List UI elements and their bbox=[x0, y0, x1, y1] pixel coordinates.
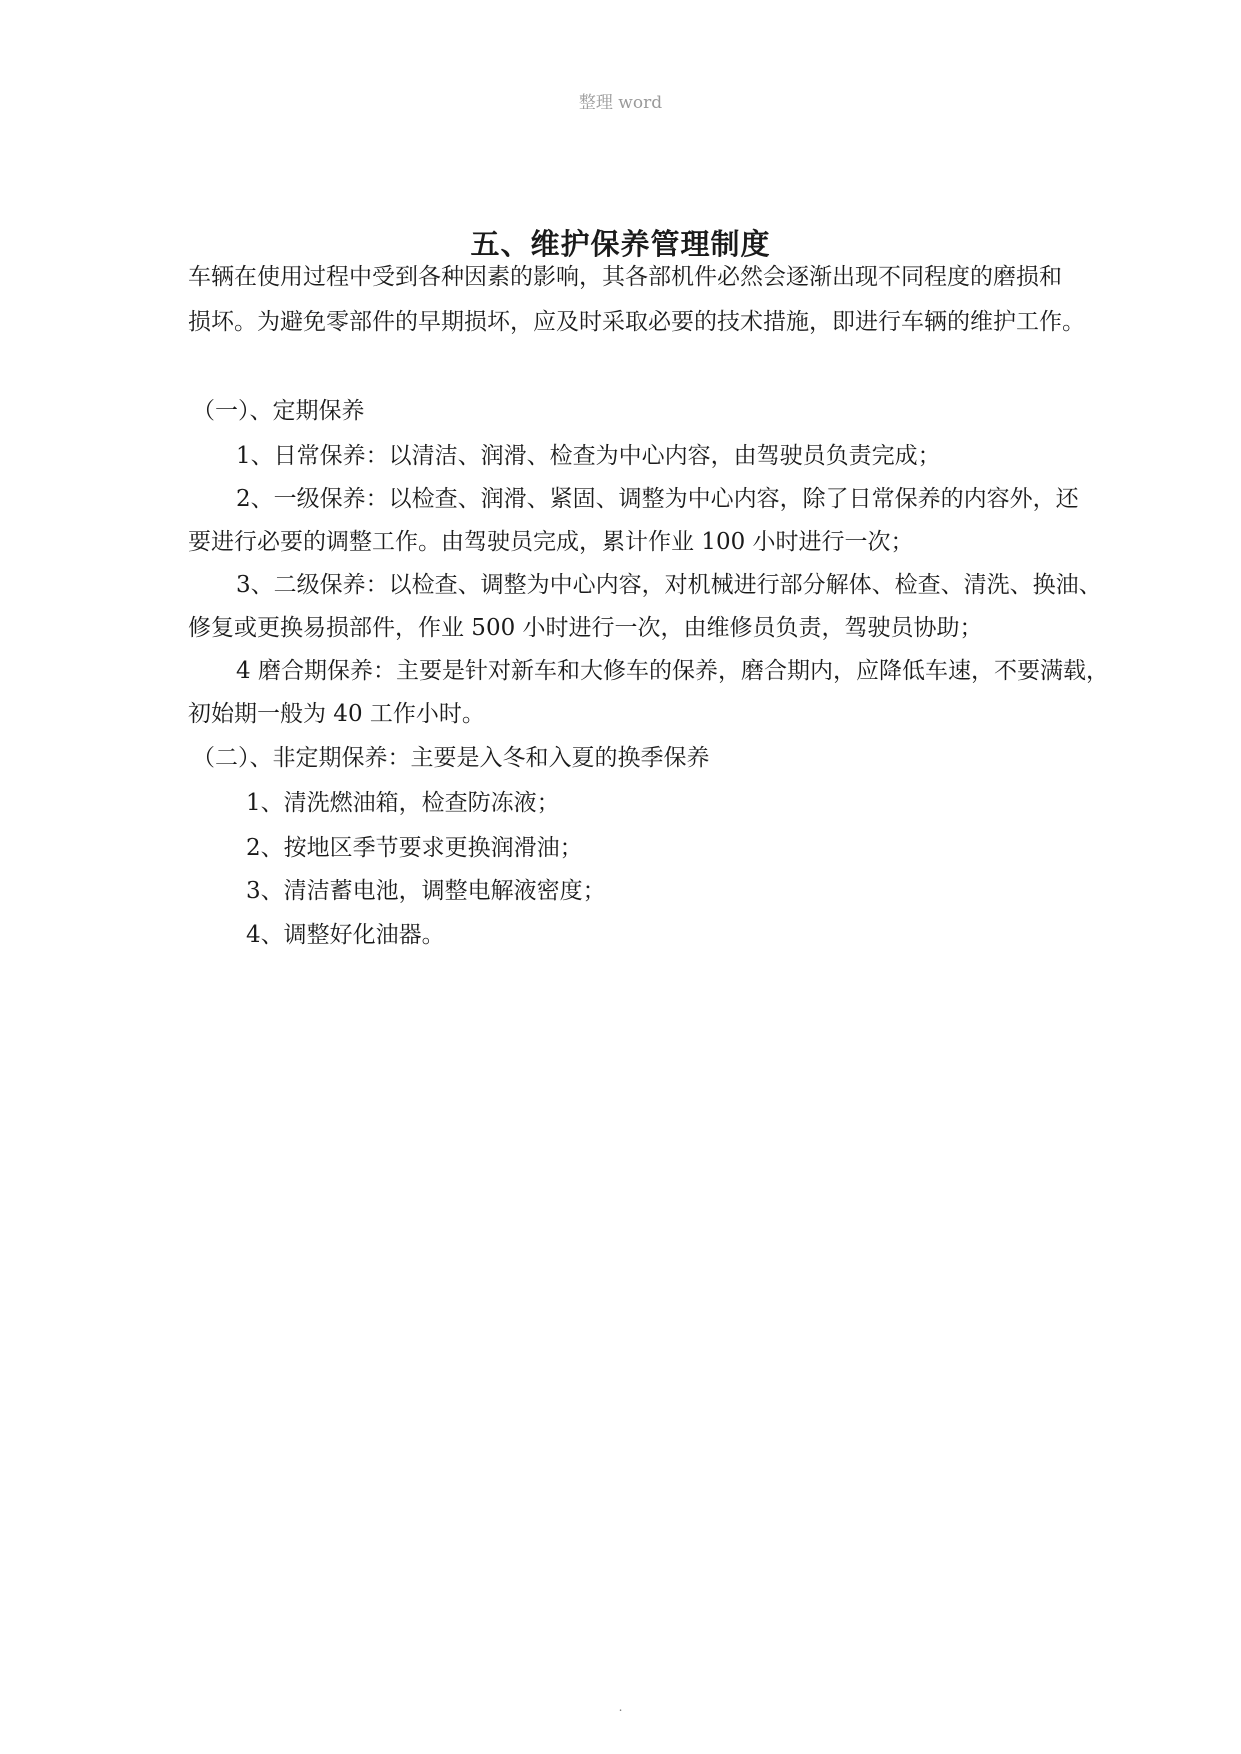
page-footer-dot: . bbox=[618, 1700, 623, 1714]
section2-item-1: 1、清洗燃油箱，检查防冻液； bbox=[246, 790, 560, 816]
section1-item-3-line-2: 修复或更换易损部件，作业 500 小时进行一次，由维修员负责，驾驶员协助； bbox=[188, 615, 983, 641]
section1-item-4-line-2: 初始期一般为 40 工作小时。 bbox=[188, 701, 485, 727]
section1-item-3-line-1: 3、二级保养：以检查、调整为中心内容，对机械进行部分解体、检查、清洗、换油、 bbox=[236, 572, 1102, 598]
section2-item-3: 3、清洁蓄电池，调整电解液密度； bbox=[246, 878, 606, 904]
section2-item-4: 4、调整好化油器。 bbox=[246, 922, 445, 948]
section1-item-1: 1、日常保养：以清洁、润滑、检查为中心内容，由驾驶员负责完成； bbox=[236, 443, 941, 469]
intro-line-1: 车辆在使用过程中受到各种因素的影响，其各部机件必然会逐渐出现不同程度的磨损和 bbox=[188, 264, 1062, 290]
section1-item-2-line-2: 要进行必要的调整工作。由驾驶员完成，累计作业 100 小时进行一次； bbox=[188, 529, 914, 555]
document-title: 五、维护保养管理制度 bbox=[470, 227, 771, 261]
intro-line-2: 损坏。为避免零部件的早期损坏，应及时采取必要的技术措施，即进行车辆的维护工作。 bbox=[188, 309, 1085, 335]
section1-item-4-line-1: 4 磨合期保养：主要是针对新车和大修车的保养，磨合期内，应降低车速，不要满载， bbox=[236, 658, 1109, 684]
section1-item-2-line-1: 2、一级保养：以检查、润滑、紧固、调整为中心内容，除了日常保养的内容外，还 bbox=[236, 486, 1079, 512]
section1-heading: （一）、定期保养 bbox=[192, 398, 365, 424]
section2-item-2: 2、按地区季节要求更换润滑油； bbox=[246, 835, 583, 861]
page-header: 整理 word bbox=[578, 93, 663, 113]
section2-heading: （二）、非定期保养：主要是入冬和入夏的换季保养 bbox=[192, 745, 710, 771]
